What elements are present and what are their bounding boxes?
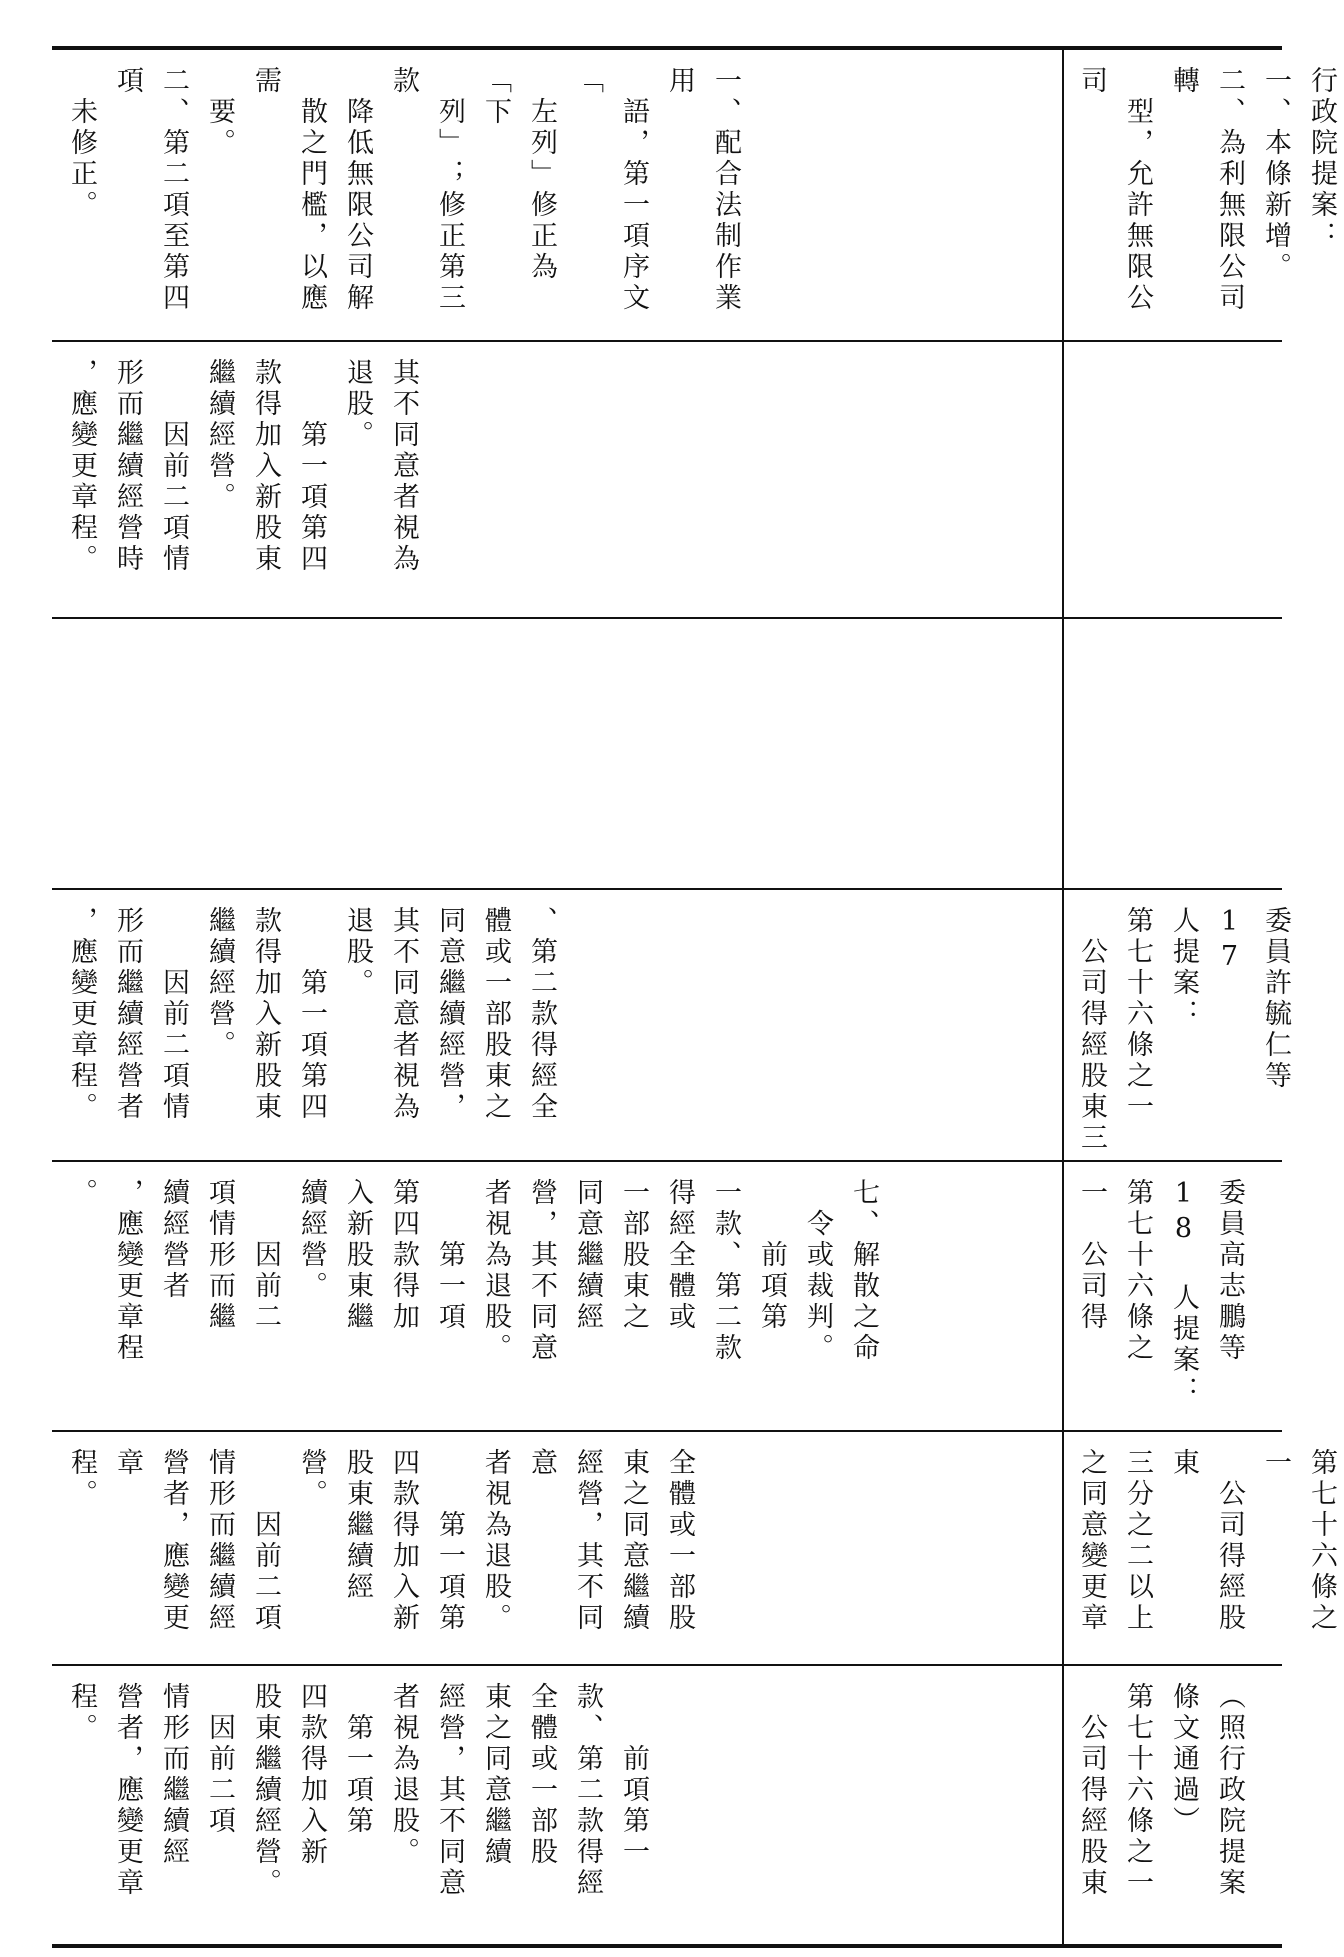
adopted-text-cell bbox=[58, 1668, 1058, 1944]
column-divider bbox=[52, 888, 1282, 890]
proposal-cell bbox=[1068, 1164, 1278, 1427]
column-divider bbox=[52, 1160, 1282, 1162]
proposal-text: 第七十六條之一 公司得經股東 三分之二以上 之同意變更章 bbox=[1076, 1448, 1337, 1634]
column-divider bbox=[52, 617, 1282, 619]
column-divider bbox=[52, 340, 1282, 342]
explanation-cell bbox=[1068, 52, 1337, 337]
column-divider bbox=[52, 1664, 1282, 1666]
proposal-text: 委員許毓仁等 17 人提案： 第七十六條之一 公司得經股東三 bbox=[1076, 906, 1291, 1154]
adopted-text: （照行政院提案 條文通過） 第七十六條之一 公司得經股東 bbox=[1076, 1682, 1245, 1899]
proposal-text: 七、解散之命 令或裁判。 前項第 一款、第二款 得經全體或 一部股東之 同意繼續經 營，其不同意 者視為退股。 第一項 第四款得加 入新股東繼 續經營。 因前二 項情形而繼 續經營者 ，應變更章程 。 bbox=[66, 1178, 879, 1364]
explanation-text: 行政院提案： 一、本條新增。 二、為利無限公司轉 型，允許無限公司 bbox=[1076, 66, 1337, 314]
proposal-cell bbox=[1068, 1434, 1337, 1661]
proposal-cell bbox=[58, 1164, 1058, 1427]
column-divider bbox=[52, 1430, 1282, 1432]
proposal-text: 全體或一部股 東之同意繼續 經營，其不同意 者視為退股。 第一項第 四款得加入新 股東繼續經營。 因前二項 情形而繼續經 營者，應變更章 程。 bbox=[66, 1448, 695, 1634]
explanation-cell bbox=[58, 52, 1058, 337]
proposal-cell bbox=[58, 1434, 1058, 1661]
current-law-cell bbox=[58, 344, 1058, 614]
empty-cell bbox=[1068, 621, 1278, 885]
current-law-text: 其不同意者視為 退股。 第一項第四 款得加入新股東 繼續經營。 因前二項情 形而繼續經營時 ，應變更章程。 bbox=[66, 358, 419, 575]
section-divider bbox=[1062, 46, 1064, 1948]
empty-cell bbox=[1068, 344, 1278, 614]
explanation-text: 一、配合法制作業用 語，第一項序文「 左列」修正為「下 列」；修正第三款 降低無限公司解 散之門檻，以應需 要。 二、第二項至第四項 未修正。 bbox=[66, 66, 741, 314]
proposal-cell bbox=[1068, 892, 1291, 1156]
empty-cell bbox=[58, 621, 1058, 885]
proposal-text: 委員高志鵬等 18 人提案： 第七十六條之 一 公司得 bbox=[1076, 1178, 1245, 1407]
proposal-cell bbox=[58, 892, 1058, 1156]
adopted-text: 前項第一 款、第二款得經 全體或一部股 東之同意繼續 經營，其不同意 者視為退股。 第一項第 四款得加入新 股東繼續經營。 因前二項 情形而繼續經 營者，應變更章 程。 bbox=[66, 1682, 649, 1899]
proposal-text: 、第二款得經全 體或一部股東之 同意繼續經營， 其不同意者視為 退股。 第一項第四 款得加入新股東 繼續經營。 因前二項情 形而繼續經營者 ，應變更章程。 bbox=[66, 906, 557, 1123]
adopted-text-cell bbox=[1068, 1668, 1278, 1944]
